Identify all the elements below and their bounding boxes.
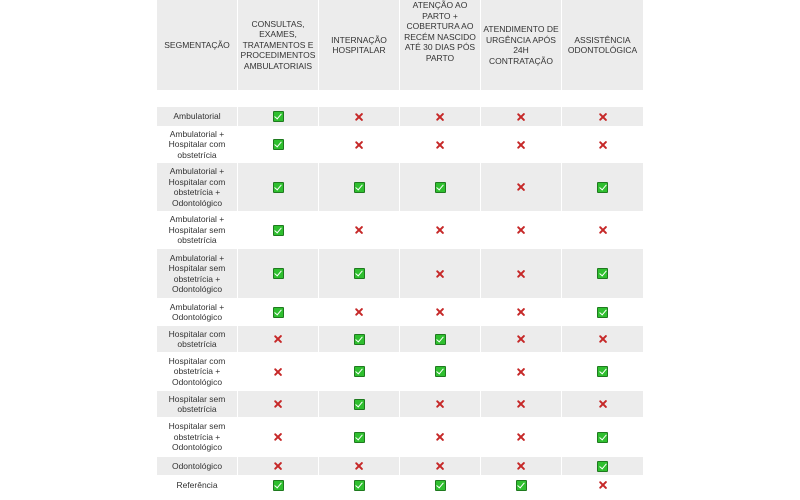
header-urgent-care: ATENDIMENTO DE URGÊNCIA APÓS 24H CONTRATAÇÃO — [481, 0, 562, 90]
check-icon — [273, 111, 284, 122]
cross-icon — [435, 461, 445, 471]
cross-icon — [598, 334, 608, 344]
cross-icon — [516, 461, 526, 471]
cross-icon — [516, 182, 526, 192]
cross-icon — [516, 399, 526, 409]
table-row — [157, 475, 643, 495]
segment-label: Hospitalar sem obstetrícia — [157, 391, 238, 417]
coverage-cell — [319, 326, 400, 352]
check-icon — [435, 334, 446, 345]
coverage-cell — [562, 326, 643, 352]
cross-icon — [598, 140, 608, 150]
cross-icon — [354, 225, 364, 235]
coverage-cell — [400, 126, 481, 163]
table-header-row — [157, 0, 643, 90]
coverage-cell — [481, 475, 562, 495]
coverage-cell — [481, 211, 562, 249]
table-row — [157, 352, 643, 391]
cross-icon — [435, 112, 445, 122]
cross-icon — [354, 461, 364, 471]
table-row — [157, 391, 643, 417]
check-icon — [273, 268, 284, 279]
check-icon — [597, 307, 608, 318]
coverage-cell — [400, 391, 481, 417]
check-icon — [354, 182, 365, 193]
coverage-cell — [481, 457, 562, 475]
coverage-cell — [481, 249, 562, 298]
table-row — [157, 298, 643, 326]
cross-icon — [435, 432, 445, 442]
check-icon — [354, 399, 365, 410]
table-row — [157, 126, 643, 163]
check-icon — [435, 480, 446, 491]
cross-icon — [273, 432, 283, 442]
coverage-cell — [562, 352, 643, 391]
coverage-cell — [319, 126, 400, 163]
check-icon — [597, 268, 608, 279]
cross-icon — [354, 307, 364, 317]
coverage-table — [157, 0, 643, 495]
cross-icon — [516, 307, 526, 317]
segment-label: Ambulatorial + Odontológico — [157, 298, 238, 326]
coverage-cell — [238, 163, 319, 211]
coverage-cell — [562, 457, 643, 475]
coverage-cell — [562, 417, 643, 457]
table-row — [157, 326, 643, 352]
cross-icon — [598, 399, 608, 409]
coverage-cell — [400, 475, 481, 495]
coverage-cell — [400, 163, 481, 211]
segment-label: Referência — [157, 475, 238, 495]
header-dental-care: ASSISTÊNCIA ODONTOLÓGICA — [562, 0, 643, 90]
coverage-cell — [400, 326, 481, 352]
check-icon — [354, 366, 365, 377]
coverage-cell — [238, 249, 319, 298]
header-ambulatorial-procedures: CONSULTAS, EXAMES, TRATAMENTOS E PROCEDIMENTOS AMBULATORIAIS — [238, 0, 319, 90]
cross-icon — [516, 140, 526, 150]
check-icon — [597, 182, 608, 193]
coverage-cell — [562, 391, 643, 417]
cross-icon — [273, 461, 283, 471]
coverage-cell — [562, 126, 643, 163]
cross-icon — [435, 269, 445, 279]
cross-icon — [598, 480, 608, 490]
cross-icon — [598, 225, 608, 235]
cross-icon — [516, 367, 526, 377]
coverage-cell — [400, 352, 481, 391]
check-icon — [354, 268, 365, 279]
coverage-cell — [319, 249, 400, 298]
cross-icon — [435, 140, 445, 150]
segment-label: Ambulatorial + Hospitalar com obstetrícia — [157, 126, 238, 163]
coverage-cell — [481, 391, 562, 417]
coverage-cell — [562, 107, 643, 126]
coverage-cell — [238, 352, 319, 391]
coverage-cell — [238, 126, 319, 163]
header-spacer — [157, 90, 643, 107]
coverage-cell — [562, 249, 643, 298]
check-icon — [435, 182, 446, 193]
cross-icon — [435, 307, 445, 317]
cross-icon — [273, 367, 283, 377]
coverage-cell — [481, 352, 562, 391]
coverage-cell — [400, 107, 481, 126]
coverage-cell — [562, 163, 643, 211]
coverage-cell — [319, 298, 400, 326]
check-icon — [273, 225, 284, 236]
coverage-cell — [319, 457, 400, 475]
coverage-cell — [400, 457, 481, 475]
check-icon — [354, 480, 365, 491]
cross-icon — [273, 334, 283, 344]
coverage-cell — [319, 352, 400, 391]
coverage-cell — [319, 391, 400, 417]
coverage-cell — [481, 417, 562, 457]
cross-icon — [273, 399, 283, 409]
coverage-cell — [481, 126, 562, 163]
coverage-cell — [238, 475, 319, 495]
coverage-cell — [238, 417, 319, 457]
check-icon — [273, 139, 284, 150]
segment-label: Hospitalar sem obstetrícia + Odontológico — [157, 417, 238, 457]
check-icon — [435, 366, 446, 377]
coverage-cell — [481, 298, 562, 326]
coverage-cell — [319, 211, 400, 249]
coverage-cell — [562, 475, 643, 495]
table-row — [157, 457, 643, 475]
table-row — [157, 249, 643, 298]
check-icon — [273, 307, 284, 318]
coverage-cell — [238, 211, 319, 249]
cross-icon — [516, 112, 526, 122]
coverage-cell — [481, 163, 562, 211]
segment-label: Ambulatorial + Hospitalar com obstetrícia + Odontológico — [157, 163, 238, 211]
coverage-cell — [238, 107, 319, 126]
segment-label: Odontológico — [157, 457, 238, 475]
cross-icon — [354, 112, 364, 122]
cross-icon — [516, 334, 526, 344]
coverage-cell — [562, 298, 643, 326]
cross-icon — [598, 112, 608, 122]
check-icon — [597, 432, 608, 443]
coverage-cell — [400, 249, 481, 298]
coverage-cell — [238, 298, 319, 326]
coverage-cell — [238, 457, 319, 475]
check-icon — [354, 432, 365, 443]
coverage-cell — [562, 211, 643, 249]
coverage-cell — [481, 326, 562, 352]
table-row — [157, 107, 643, 126]
segment-label: Ambulatorial + Hospitalar sem obstetrícia — [157, 211, 238, 249]
coverage-cell — [481, 107, 562, 126]
segment-label: Ambulatorial — [157, 107, 238, 126]
cross-icon — [435, 225, 445, 235]
coverage-cell — [319, 163, 400, 211]
coverage-cell — [400, 417, 481, 457]
check-icon — [273, 480, 284, 491]
cross-icon — [516, 432, 526, 442]
check-icon — [597, 461, 608, 472]
table-body — [157, 90, 643, 495]
table-row — [157, 211, 643, 249]
cross-icon — [516, 225, 526, 235]
coverage-cell — [238, 391, 319, 417]
header-segmentacao: SEGMENTAÇÃO — [157, 0, 238, 90]
segment-label: Ambulatorial + Hospitalar sem obstetrícia + Odontológico — [157, 249, 238, 298]
segment-label: Hospitalar com obstetrícia — [157, 326, 238, 352]
header-childbirth-coverage: ATENÇÃO AO PARTO + COBERTURA AO RECÉM NASCIDO ATÉ 30 DIAS PÓS PARTO — [400, 0, 481, 90]
coverage-cell — [400, 298, 481, 326]
cross-icon — [435, 399, 445, 409]
cross-icon — [354, 140, 364, 150]
check-icon — [597, 366, 608, 377]
table-row — [157, 417, 643, 457]
coverage-cell — [238, 326, 319, 352]
header-hospital-admission: INTERNAÇÃO HOSPITALAR — [319, 0, 400, 90]
coverage-table-container — [157, 0, 643, 495]
coverage-cell — [319, 417, 400, 457]
table-row — [157, 163, 643, 211]
cross-icon — [516, 269, 526, 279]
coverage-cell — [319, 107, 400, 126]
segment-label: Hospitalar com obstetrícia + Odontológico — [157, 352, 238, 391]
check-icon — [273, 182, 284, 193]
coverage-cell — [319, 475, 400, 495]
check-icon — [516, 480, 527, 491]
coverage-cell — [400, 211, 481, 249]
check-icon — [354, 334, 365, 345]
